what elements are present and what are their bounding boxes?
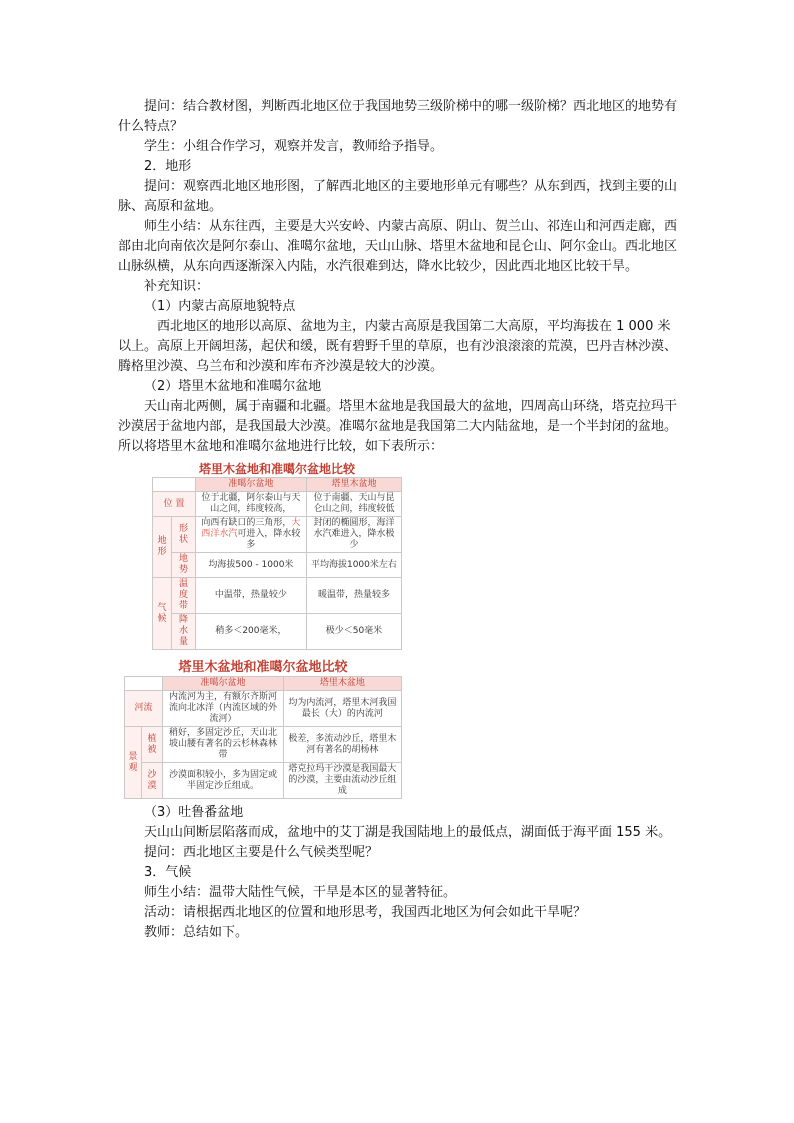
paragraph: 学生：小组合作学习，观察并发言，教师给予指导。 <box>144 139 444 154</box>
row-label: 植被 <box>142 727 163 763</box>
table-cell: 位于南疆、天山与昆仑山之间，纬度较低 <box>306 492 401 517</box>
row-label: 温度带 <box>172 578 196 614</box>
column-header: 塔里木盆地 <box>283 677 401 691</box>
row-label: 形状 <box>172 517 196 553</box>
row-label: 河流 <box>125 691 163 727</box>
paragraph: 师生小结：温带大陆性气候，干旱是本区的显著特征。 <box>144 885 457 900</box>
paragraph: 西北地区的地形以高原、盆地为主，内蒙古高原是我国第二大高原，平均海拔在 1 000 米以上。高原上开阔坦荡，起伏和缓，既有碧野千里的草原，也有沙浪滚滚的荒漠，巴丹吉林沙漠、腾格里沙漠、乌兰布和沙漠和库布齐沙漠是较大的沙漠。 <box>118 319 678 374</box>
section-heading: 3．气候 <box>144 865 192 880</box>
table-cell: 极少＜50毫米 <box>306 614 401 650</box>
table-cell: 平均海拔1000米左右 <box>306 553 401 578</box>
table-cell: 均海拔500 - 1000米 <box>195 553 306 578</box>
document-page <box>118 97 678 943</box>
table-cell: 极差，多流动沙丘，塔里木河有著名的胡杨林 <box>283 727 401 763</box>
table-cell: 稍多＜200毫米， <box>195 614 306 650</box>
group-label: 地形 <box>153 517 172 578</box>
row-label: 地势 <box>172 553 196 578</box>
group-label: 气候 <box>153 578 172 650</box>
paragraph: 补充知识： <box>144 279 210 294</box>
table-cell: 暖温带，热量较多 <box>306 578 401 614</box>
paragraph: 教师：总结如下。 <box>144 925 249 940</box>
row-label: 位 置 <box>153 492 196 517</box>
table-cell: 均为内流河，塔里木河我国最长（大）的内流河 <box>283 691 401 727</box>
comparison-table-1 <box>152 477 402 650</box>
table-title: 塔里木盆地和准噶尔盆地比较 <box>198 462 355 476</box>
column-header: 准噶尔盆地 <box>195 478 306 492</box>
paragraph: 提问：西北地区主要是什么气候类型呢？ <box>144 845 379 860</box>
table-cell: 向西有缺口的三角形，大西洋水汽可进入，降水较多 <box>195 517 306 553</box>
row-label: 沙漠 <box>142 763 163 799</box>
paragraph: 提问：观察西北地区地形图，了解西北地区的主要地形单元有哪些？从东到西，找到主要的山脉、高原和盆地。 <box>118 179 678 214</box>
table-cell: 封闭的椭圆形，海洋水汽难进入，降水极少 <box>306 517 401 553</box>
paragraph: 师生小结：从东往西，主要是大兴安岭、内蒙古高原、阴山、贺兰山、祁连山和河西走廊，西部由北向南依次是阿尔泰山、准噶尔盆地，天山山脉、塔里木盆地和昆仑山、阿尔金山。西北地区山脉纵横，从东向西逐渐深入内陆，水汽很难到达，降水比较少，因此西北地区比较干旱。 <box>118 219 678 274</box>
table-cell: 中温带，热量较少 <box>195 578 306 614</box>
table-cell: 内流河为主，有额尔齐斯河流向北冰洋（内流区域的外流河） <box>163 691 284 727</box>
column-header: 塔里木盆地 <box>306 478 401 492</box>
sub-heading: （3）吐鲁番盆地 <box>144 805 244 820</box>
sub-heading: （2）塔里木盆地和准噶尔盆地 <box>144 379 322 394</box>
sub-heading: （1）内蒙古高原地貌特点 <box>144 299 296 314</box>
table-title: 塔里木盆地和准噶尔盆地比较 <box>178 660 348 675</box>
paragraph: 活动：请根据西北地区的位置和地形思考，我国西北地区为何会如此干旱呢？ <box>144 905 587 920</box>
section-heading: 2．地形 <box>144 159 192 174</box>
table-cell: 塔克拉玛干沙漠是我国最大的沙漠，主要由流动沙丘组成 <box>283 763 401 799</box>
table-cell: 位于北疆，阿尔泰山与天山之间，纬度较高， <box>195 492 306 517</box>
comparison-table-figure-1 <box>152 461 678 650</box>
group-label: 景观 <box>125 727 142 799</box>
table-cell: 稍好，多固定沙丘，天山北坡山腰有著名的云杉林森林带 <box>163 727 284 763</box>
column-header: 准噶尔盆地 <box>163 677 284 691</box>
paragraph: 天山南北两侧，属于南疆和北疆。塔里木盆地是我国最大的盆地，四周高山环绕，塔克拉玛干沙漠居于盆地内部，是我国最大沙漠。准噶尔盆地是我国第二大内陆盆地，是一个半封闭的盆地。所以将塔里木盆地和准噶尔盆地进行比较，如下表所示： <box>118 399 678 454</box>
comparison-table-2 <box>124 676 402 799</box>
paragraph: 提问：结合教材图，判断西北地区位于我国地势三级阶梯中的哪一级阶梯？西北地区的地势有什么特点？ <box>118 99 678 134</box>
row-label: 降水量 <box>172 614 196 650</box>
paragraph: 天山山间断层陷落而成，盆地中的艾丁湖是我国陆地上的最低点，湖面低于海平面 155 米。 <box>144 825 672 840</box>
table-cell: 沙漠面积较小，多为固定或半固定沙丘组成。 <box>163 763 284 799</box>
comparison-table-figure-2 <box>124 660 678 799</box>
highlight-text: 大西洋水汽 <box>201 518 301 539</box>
